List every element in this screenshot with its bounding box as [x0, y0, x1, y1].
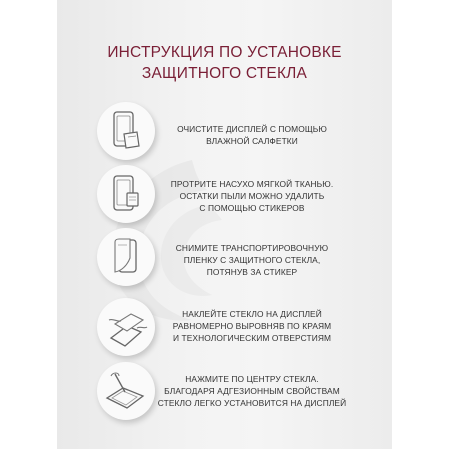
step-4-line-3: И ТЕХНОЛОГИЧЕСКИМ ОТВЕРСТИЯМ: [172, 333, 332, 343]
step-1-line-1: ОЧИСТИТЕ ДИСПЛЕЙ С ПОМОЩЬЮ: [177, 124, 327, 134]
step-3-line-3: ПОТЯНУВ ЗА СТИКЕР: [206, 267, 298, 277]
step-3-circle: [97, 228, 155, 286]
title-line-1: ИНСТРУКЦИЯ ПО УСТАНОВКЕ: [107, 44, 342, 61]
step-2-line-3: С ПОМОЩЬЮ СТИКЕРОВ: [199, 203, 305, 213]
title-line-2: ЗАЩИТНОГО СТЕКЛА: [141, 65, 308, 82]
step-2-line-2: ОСТАТКИ ПЫЛИ МОЖНО УДАЛИТЬ: [179, 191, 325, 201]
step-1-circle: [97, 102, 155, 160]
step-2-circle: [97, 165, 155, 223]
step-1-text: [157, 123, 347, 147]
film-peel-icon: [97, 228, 155, 286]
step-2-line-1: ПРОТРИТЕ НАСУХО МЯГКОЙ ТКАНЬЮ.: [170, 179, 334, 189]
step-4-circle: [97, 298, 155, 356]
step-1-line-2: ВЛАЖНОЙ САЛФЕТКИ: [206, 136, 298, 146]
page-title: [57, 42, 392, 84]
step-5-text: [157, 373, 347, 409]
instruction-card: [57, 0, 392, 449]
step-4-line-1: НАКЛЕЙТЕ СТЕКЛО НА ДИСПЛЕЙ: [182, 309, 322, 319]
phone-cloth-icon: [97, 165, 155, 223]
step-2-text: [157, 178, 347, 214]
step-3-line-1: СНИМИТЕ ТРАНСПОРТИРОВОЧНУЮ: [175, 243, 329, 253]
step-5-line-1: НАЖМИТЕ ПО ЦЕНТРУ СТЕКЛА.: [185, 374, 319, 384]
step-5-line-2: БЛАГОДАРЯ АДГЕЗИОННЫМ СВОЙСТВАМ: [164, 386, 340, 396]
step-4-text: [157, 308, 347, 344]
phone-wipe-icon: [97, 102, 155, 160]
press-center-icon: [97, 362, 155, 420]
step-5-line-3: СТЕКЛО ЛЕГКО УСТАНОВИТСЯ НА ДИСПЛЕЙ: [157, 398, 347, 408]
step-3-line-2: ПЛЕНКУ С ЗАЩИТНОГО СТЕКЛА,: [183, 255, 321, 265]
glass-apply-icon: [97, 298, 155, 356]
step-4-line-2: РАВНОМЕРНО ВЫРОВНЯВ ПО КРАЯМ: [172, 321, 332, 331]
step-3-text: [157, 242, 347, 278]
step-5-circle: [97, 362, 155, 420]
